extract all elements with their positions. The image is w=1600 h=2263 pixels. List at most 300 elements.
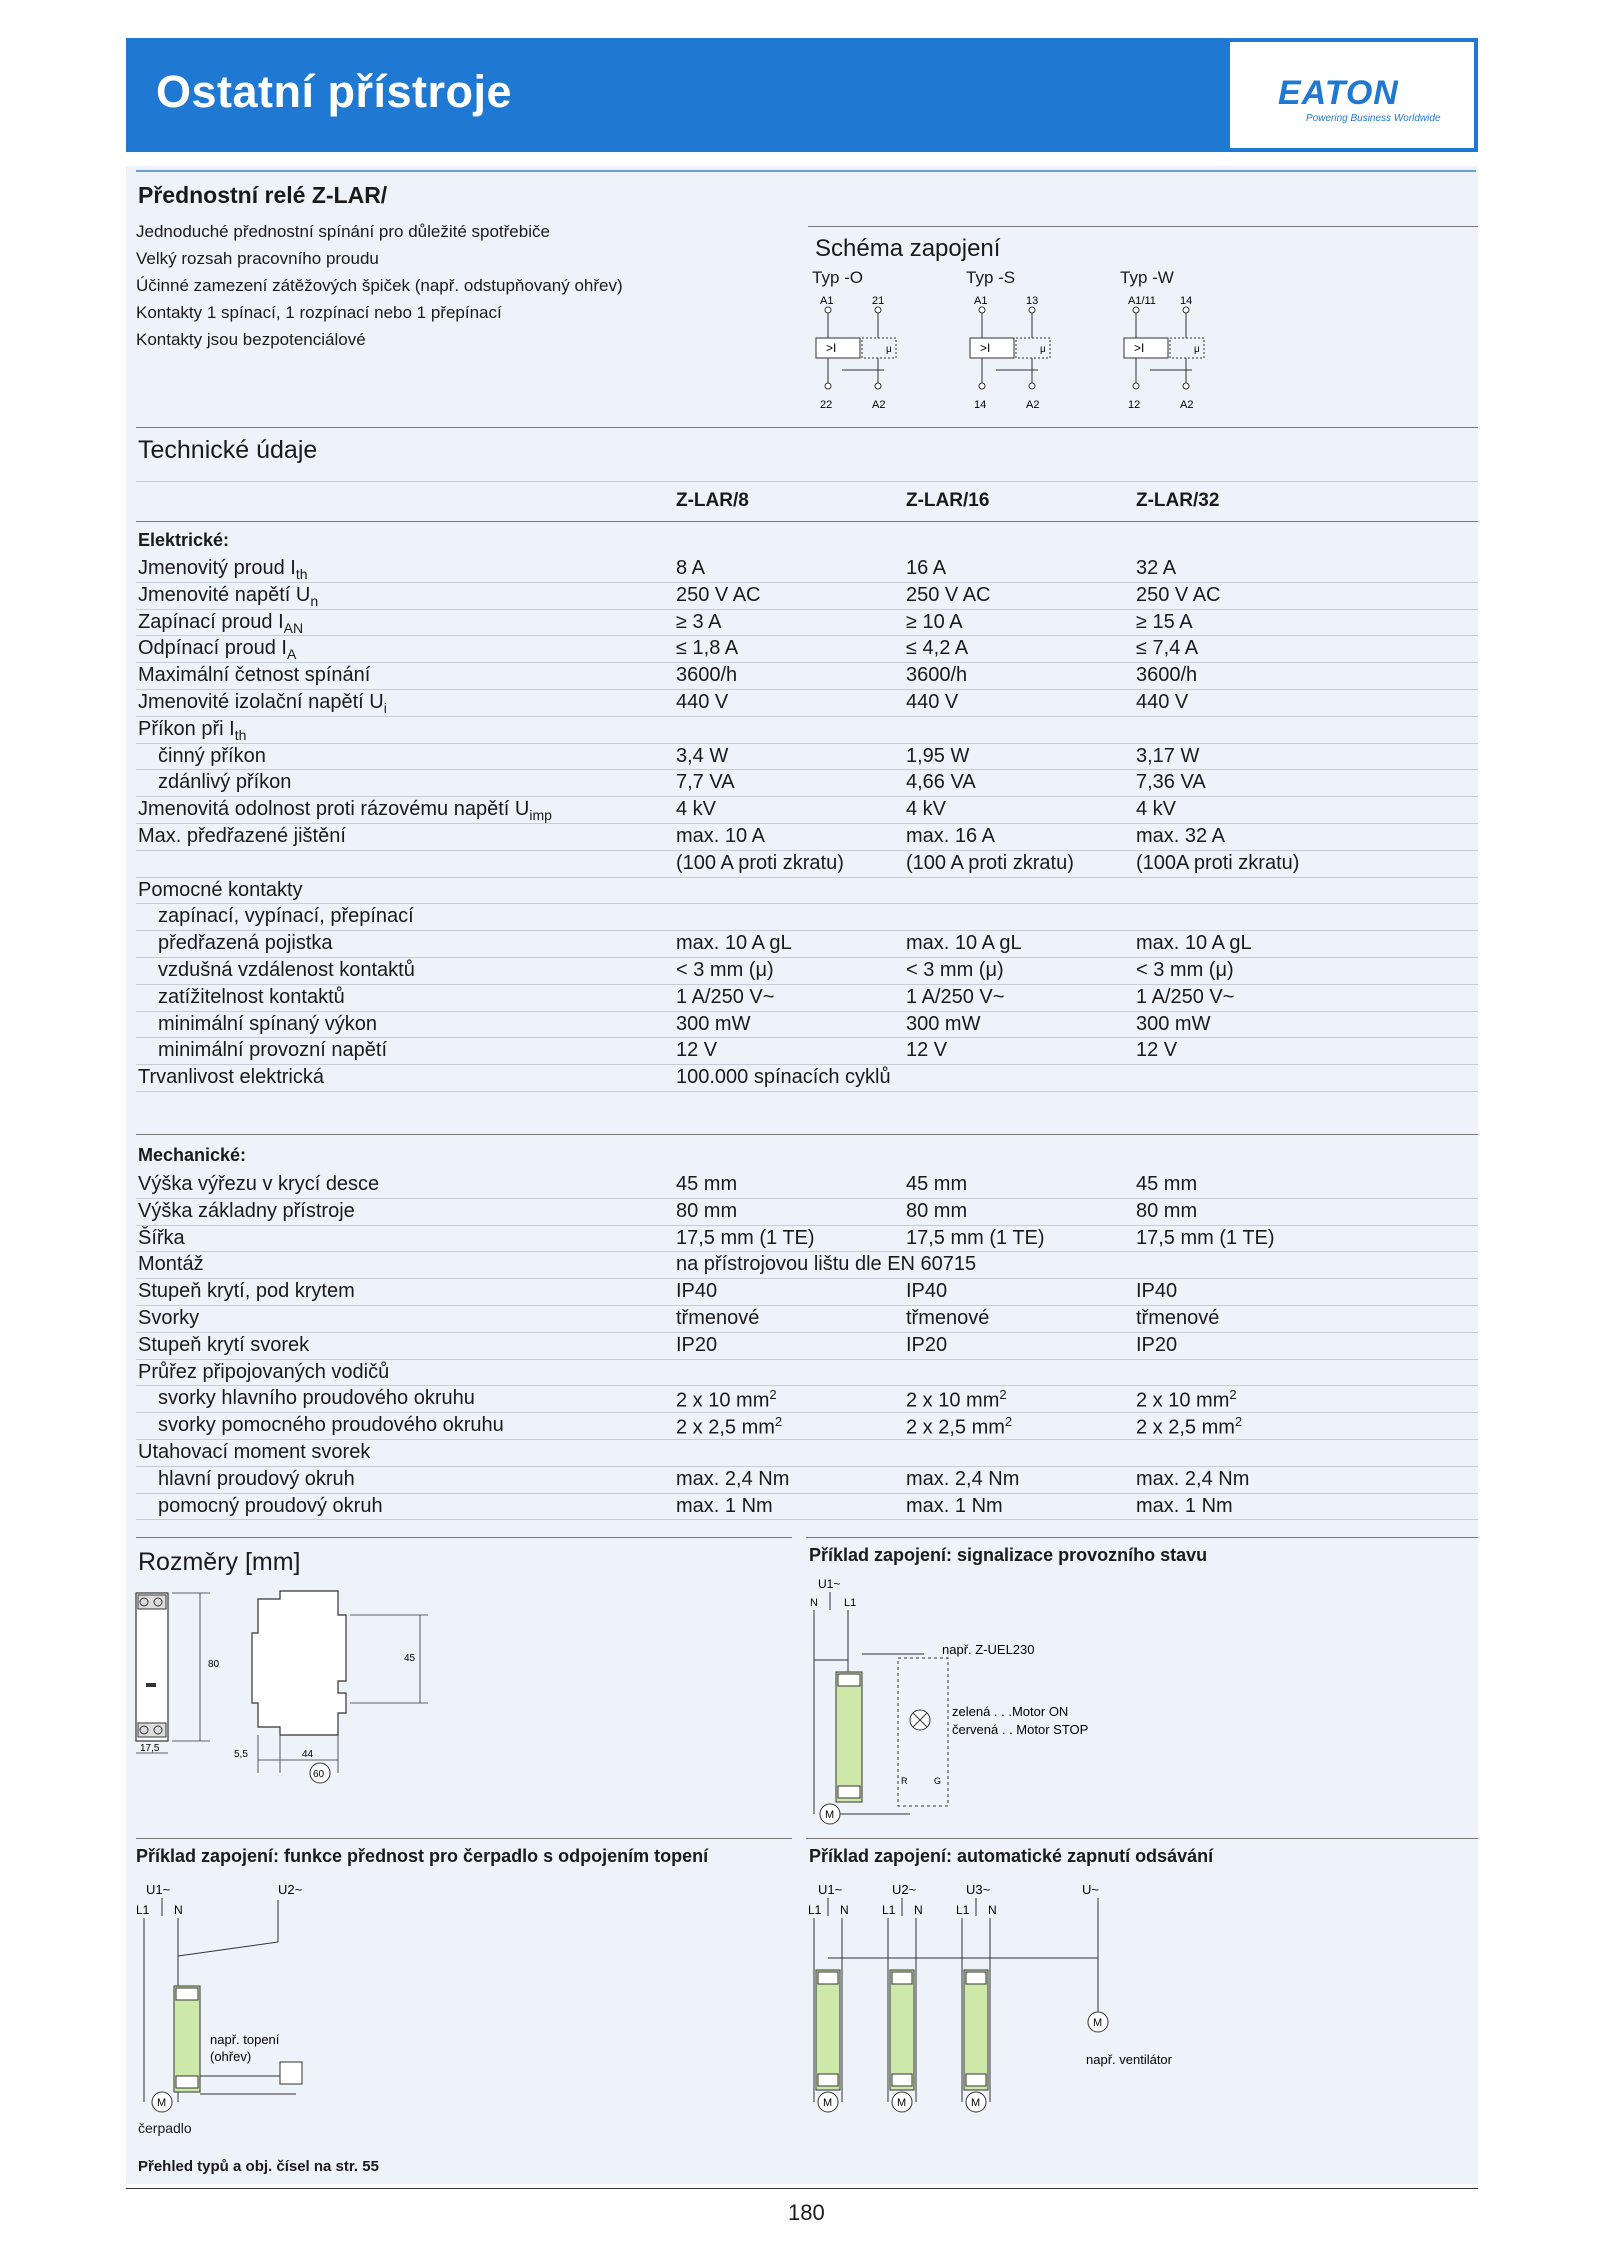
spec-value-superscript: 2 xyxy=(1234,1414,1243,1430)
spec-value xyxy=(906,1495,1003,1518)
spec-label xyxy=(138,637,296,662)
terminal-label: A1 xyxy=(820,295,834,307)
spec-value-text: 2 x 2,5 mm xyxy=(676,1416,775,1439)
spec-value xyxy=(906,557,946,580)
row-divider xyxy=(136,635,1478,636)
spec-value-text: 16 A xyxy=(906,557,947,579)
spec-value xyxy=(676,1468,789,1491)
spec-value-text: 1,95 W xyxy=(906,744,970,767)
label-n: N xyxy=(840,1903,849,1917)
column-header: Z-LAR/8 xyxy=(676,490,749,511)
spec-label-text: Průřez připojovaných vodičů xyxy=(138,1360,390,1383)
spec-value-text: IP40 xyxy=(906,1280,948,1303)
spec-label-text: zapínací, vypínací, přepínací xyxy=(158,905,414,928)
spec-value-text: 80 mm xyxy=(676,1199,738,1222)
spec-value-text: < 3 mm (μ) xyxy=(906,959,1004,981)
spec-value-text: 250 V AC xyxy=(1136,583,1221,606)
spec-value xyxy=(1136,584,1221,607)
row-divider xyxy=(136,689,1478,690)
spec-value xyxy=(676,1253,976,1276)
device-label: např. Z-UEL230 xyxy=(942,1642,1035,1657)
spec-value-text: max. 10 A gL xyxy=(906,932,1022,955)
spec-label xyxy=(158,771,291,794)
spec-value-text: (100 A proti zkratu) xyxy=(676,851,844,874)
terminal-label: 13 xyxy=(1026,295,1039,307)
logo-tagline: Powering Business Worldwide xyxy=(1306,113,1441,124)
spec-value xyxy=(906,1414,1012,1440)
spec-label xyxy=(138,825,346,848)
label-l1: L1 xyxy=(882,1903,896,1917)
spec-value-superscript: 2 xyxy=(769,1387,777,1403)
spec-value xyxy=(1136,1280,1177,1303)
spec-value-text: 7,7 VA xyxy=(676,771,735,794)
terminal-label: A1/11 xyxy=(1128,295,1156,307)
spec-value xyxy=(676,584,761,607)
spec-value-superscript: 2 xyxy=(774,1414,783,1430)
spec-value xyxy=(1136,1334,1177,1357)
row-divider xyxy=(136,743,1478,744)
spec-value-text: 80 mm xyxy=(1136,1199,1198,1222)
spec-value-text: < 3 mm (μ) xyxy=(1136,959,1234,981)
spec-label xyxy=(158,1414,504,1437)
spec-value-text: IP40 xyxy=(676,1280,718,1303)
spec-label-text: Stupeň krytí svorek xyxy=(138,1333,310,1356)
column-header: Z-LAR/32 xyxy=(1136,490,1220,511)
schema-type-label: Typ -S xyxy=(966,268,1016,287)
terminal-label: 12 xyxy=(1128,399,1141,411)
spec-value-text: třmenové xyxy=(906,1307,990,1329)
page-number: 180 xyxy=(788,2200,825,2225)
terminal-label: A1 xyxy=(974,295,988,307)
contact-gap-symbol: μ xyxy=(886,344,892,355)
spec-label xyxy=(158,986,345,1009)
spec-value xyxy=(906,798,946,821)
relay-symbol: >I xyxy=(826,341,837,355)
spec-label-text: zatížitelnost kontaktů xyxy=(158,985,345,1008)
spec-value xyxy=(1136,1200,1197,1223)
spec-value xyxy=(676,1173,737,1196)
spec-value-text: 2 x 10 mm xyxy=(1136,1390,1230,1413)
spec-value xyxy=(676,771,735,794)
spec-value xyxy=(906,637,968,660)
spec-value-text: max. 10 A gL xyxy=(676,932,792,955)
spec-value xyxy=(676,637,738,660)
spec-value xyxy=(906,1227,1045,1250)
spec-label xyxy=(138,718,246,743)
row-divider xyxy=(136,582,1478,583)
spec-label xyxy=(158,959,415,982)
spec-value-text: max. 16 A xyxy=(906,825,995,847)
spec-value xyxy=(906,1280,947,1303)
spec-value xyxy=(906,852,1074,875)
supply-label: U3~ xyxy=(966,1882,991,1897)
spec-label xyxy=(138,1441,370,1464)
spec-value xyxy=(906,611,963,634)
tech-title: Technické údaje xyxy=(138,436,318,464)
spec-label xyxy=(158,1495,383,1518)
spec-label xyxy=(158,1039,387,1062)
spec-value xyxy=(1136,1387,1237,1413)
feature-item: Kontakty jsou bezpotenciálové xyxy=(136,330,366,349)
spec-label xyxy=(138,611,303,636)
heating-label: např. topení xyxy=(210,2032,280,2047)
spec-value xyxy=(906,1200,967,1223)
divider xyxy=(806,1838,1478,1839)
row-divider xyxy=(136,1359,1478,1360)
spec-value xyxy=(676,557,705,580)
spec-value-text: IP20 xyxy=(1136,1333,1178,1356)
divider xyxy=(126,2188,1478,2189)
footer-note: Přehled typů a obj. čísel na str. 55 xyxy=(138,2158,379,2175)
spec-label-text: svorky pomocného proudového okruhu xyxy=(158,1414,504,1437)
spec-value xyxy=(676,986,774,1009)
row-divider xyxy=(136,1519,1478,1520)
row-divider xyxy=(136,1064,1478,1065)
spec-label-text: Výška výřezu v krycí desce xyxy=(138,1173,380,1195)
spec-label-text: Max. předřazené jištění xyxy=(138,825,346,847)
spec-label-subscript: imp xyxy=(529,807,552,824)
label-g: G xyxy=(934,1776,942,1786)
divider xyxy=(136,481,1478,482)
spec-value-text: 3600/h xyxy=(676,664,738,687)
spec-value-text: 2 x 2,5 mm xyxy=(1136,1416,1235,1439)
motor-label: M xyxy=(825,1809,835,1821)
label-l1: L1 xyxy=(136,1903,150,1917)
spec-value-text: 3,17 W xyxy=(1136,744,1200,767)
spec-value xyxy=(1136,664,1197,687)
spec-value xyxy=(1136,1307,1219,1330)
spec-value-text: 100.000 spínacích cyklů xyxy=(676,1066,891,1089)
terminal-label: 14 xyxy=(974,399,987,411)
spec-value xyxy=(676,1200,737,1223)
row-divider xyxy=(136,1091,1478,1092)
spec-label xyxy=(138,1280,355,1303)
supply-label: U2~ xyxy=(892,1882,917,1897)
spec-value xyxy=(906,1468,1019,1491)
spec-label-text: Pomocné kontakty xyxy=(138,878,303,901)
spec-label xyxy=(158,745,266,768)
spec-label xyxy=(158,1387,475,1410)
label-l1: L1 xyxy=(808,1903,822,1917)
dim-5-5: 5,5 xyxy=(234,1749,248,1760)
label-n: N xyxy=(810,1597,818,1609)
row-divider xyxy=(136,796,1478,797)
spec-value xyxy=(906,986,1004,1009)
label-u2: U2~ xyxy=(278,1882,303,1897)
spec-value xyxy=(676,1414,782,1440)
fan-motor-label: M xyxy=(1093,2017,1103,2029)
label-n: N xyxy=(914,1903,923,1917)
spec-value-text: max. 1 Nm xyxy=(676,1494,773,1517)
spec-value xyxy=(1136,611,1193,634)
spec-value xyxy=(1136,745,1199,768)
spec-value-text: 12 V xyxy=(906,1039,948,1062)
spec-label xyxy=(158,932,333,955)
spec-label xyxy=(138,664,370,687)
spec-value-text: 12 V xyxy=(1136,1039,1178,1062)
feature-item: Účinné zamezení zátěžových špiček (např. odstupňovaný ohřev) xyxy=(136,276,623,295)
feature-item: Jednoduché přednostní spínání pro důležité spotřebiče xyxy=(136,222,550,241)
spec-label xyxy=(158,1468,355,1491)
spec-value-text: ≥ 3 A xyxy=(676,610,722,633)
row-divider xyxy=(136,1305,1478,1306)
section-label: Elektrické: xyxy=(138,530,230,550)
spec-value-text: max. 2,4 Nm xyxy=(1136,1467,1250,1490)
supply-label: U1~ xyxy=(818,1882,843,1897)
spec-value-text: 4 kV xyxy=(676,798,717,821)
terminal-label: A2 xyxy=(1180,399,1194,411)
spec-label xyxy=(158,1013,377,1036)
spec-label-text: Stupeň krytí, pod krytem xyxy=(138,1280,355,1303)
spec-value-text: 440 V xyxy=(906,691,959,713)
spec-value xyxy=(1136,1173,1197,1196)
spec-value xyxy=(1136,1013,1210,1036)
row-divider xyxy=(136,823,1478,824)
spec-value xyxy=(1136,771,1206,794)
row-divider xyxy=(136,1011,1478,1012)
spec-label xyxy=(138,1227,185,1250)
spec-value xyxy=(676,611,721,634)
contact-gap-symbol: μ xyxy=(1040,344,1046,355)
spec-label-subscript: th xyxy=(234,726,247,743)
legend-red: červená . . Motor STOP xyxy=(952,1722,1089,1737)
divider xyxy=(136,1537,792,1538)
dim-80: 80 xyxy=(208,1659,220,1670)
row-divider xyxy=(136,716,1478,717)
spec-label-subscript: A xyxy=(286,646,297,663)
schema-symbol xyxy=(966,294,1086,414)
spec-value-text: 4,66 VA xyxy=(906,771,976,794)
row-divider xyxy=(136,1198,1478,1199)
dimensions-title: Rozměry [mm] xyxy=(138,1548,301,1576)
spec-value xyxy=(906,1307,989,1330)
row-divider xyxy=(136,1225,1478,1226)
spec-value-text: třmenové xyxy=(676,1307,760,1329)
spec-label-subscript: i xyxy=(383,700,387,716)
spec-label-text: Utahovací moment svorek xyxy=(138,1441,371,1463)
spec-value-text: 300 mW xyxy=(1136,1012,1211,1035)
spec-label-text: pomocný proudový okruh xyxy=(158,1494,383,1517)
spec-value xyxy=(1136,691,1188,714)
example-title: Příklad zapojení: signalizace provozního stavu xyxy=(809,1545,1208,1565)
spec-label-text: Příkon při I xyxy=(138,717,235,740)
row-divider xyxy=(136,662,1478,663)
spec-value-text: IP20 xyxy=(906,1333,948,1356)
row-divider xyxy=(136,1385,1478,1386)
spec-value xyxy=(676,745,728,768)
spec-value-text: 2 x 10 mm xyxy=(676,1390,770,1413)
label-l1: L1 xyxy=(844,1597,857,1609)
status-circuit-diagram xyxy=(800,1570,1200,1830)
row-divider xyxy=(136,957,1478,958)
heating-sub-label: (ohřev) xyxy=(210,2049,252,2064)
divider xyxy=(136,427,1478,428)
spec-value xyxy=(906,745,969,768)
row-divider xyxy=(136,769,1478,770)
spec-value xyxy=(1136,959,1234,982)
dimension-drawing xyxy=(130,1585,450,1795)
spec-value xyxy=(676,1066,891,1089)
spec-value xyxy=(906,771,976,794)
row-divider xyxy=(136,984,1478,985)
spec-label xyxy=(138,557,308,582)
spec-value-text: 250 V AC xyxy=(906,583,991,606)
spec-value-text: max. 1 Nm xyxy=(1136,1494,1233,1517)
spec-value-text: 3600/h xyxy=(1136,664,1198,687)
row-divider xyxy=(136,1037,1478,1038)
spec-label-text: Svorky xyxy=(138,1307,200,1329)
spec-value-text: max. 1 Nm xyxy=(906,1494,1003,1517)
row-divider xyxy=(136,1251,1478,1252)
row-divider xyxy=(136,850,1478,851)
spec-label-text: hlavní proudový okruh xyxy=(158,1467,355,1490)
spec-value xyxy=(906,959,1004,982)
row-divider xyxy=(136,1412,1478,1413)
spec-value xyxy=(1136,557,1176,580)
motor-label: M xyxy=(823,2097,833,2109)
spec-value xyxy=(676,1334,717,1357)
fan-label: např. ventilátor xyxy=(1086,2052,1172,2067)
spec-value-text: 2 x 10 mm xyxy=(906,1390,1000,1413)
row-divider xyxy=(136,1332,1478,1333)
spec-value-superscript: 2 xyxy=(999,1387,1007,1403)
spec-label xyxy=(138,1334,309,1357)
label-u1: U1~ xyxy=(146,1882,171,1897)
column-header: Z-LAR/16 xyxy=(906,490,990,511)
spec-value xyxy=(1136,1468,1249,1491)
terminal-label: 14 xyxy=(1180,295,1193,307)
spec-label-text: Zapínací proud I xyxy=(138,610,284,633)
label-l1: L1 xyxy=(956,1903,970,1917)
spec-value xyxy=(676,1013,750,1036)
spec-value-text: IP20 xyxy=(676,1333,718,1356)
spec-value xyxy=(906,1173,967,1196)
spec-label xyxy=(138,798,552,823)
logo-wordmark: EATON xyxy=(1278,74,1399,112)
spec-value xyxy=(906,664,967,687)
spec-value-text: 250 V AC xyxy=(676,583,761,606)
spec-value-text: na přístrojovou lištu dle EN 60715 xyxy=(676,1253,977,1276)
spec-value xyxy=(676,1495,773,1518)
spec-value xyxy=(676,852,844,875)
spec-value-text: 45 mm xyxy=(676,1173,738,1195)
relay-symbol: >I xyxy=(980,341,991,355)
spec-label-text: Maximální četnost spínání xyxy=(138,664,371,687)
label-n: N xyxy=(988,1903,997,1917)
spec-value xyxy=(676,959,774,982)
spec-value-text: (100 A proti zkratu) xyxy=(906,851,1074,874)
spec-label-subscript: n xyxy=(310,592,319,609)
spec-label-text: Jmenovité izolační napětí U xyxy=(138,691,384,713)
motor-label: M xyxy=(157,2097,167,2109)
spec-value-text: 4 kV xyxy=(1136,798,1177,821)
row-divider xyxy=(136,1466,1478,1467)
spec-value xyxy=(1136,1227,1275,1250)
spec-value xyxy=(906,1039,947,1062)
spec-value-text: 80 mm xyxy=(906,1199,968,1222)
spec-label xyxy=(138,1200,355,1223)
example-title: Příklad zapojení: funkce přednost pro čerpadlo s odpojením topení xyxy=(136,1846,709,1866)
feature-item: Kontakty 1 spínací, 1 rozpínací nebo 1 přepínací xyxy=(136,303,502,322)
spec-label-text: Odpínací proud I xyxy=(138,637,287,660)
terminal-label: A2 xyxy=(872,399,886,411)
supply-label: U~ xyxy=(1082,1882,1099,1897)
spec-value-text: 45 mm xyxy=(906,1173,968,1195)
label-u1: U1~ xyxy=(818,1577,841,1591)
divider xyxy=(136,1134,1478,1135)
spec-value-text: ≥ 10 A xyxy=(906,610,963,633)
spec-label-text: Jmenovité napětí U xyxy=(138,583,311,606)
spec-label xyxy=(138,1307,199,1330)
spec-value xyxy=(676,664,737,687)
spec-value xyxy=(676,1387,777,1413)
spec-value-text: 45 mm xyxy=(1136,1173,1198,1195)
spec-label xyxy=(138,584,318,609)
motor-label: M xyxy=(971,2097,981,2109)
spec-label-text: předřazená pojistka xyxy=(158,932,333,955)
spec-value-text: ≤ 1,8 A xyxy=(676,637,739,660)
row-divider xyxy=(136,903,1478,904)
spec-value xyxy=(676,1039,717,1062)
spec-value xyxy=(1136,798,1176,821)
spec-label-text: minimální provozní napětí xyxy=(158,1039,388,1062)
label-n: N xyxy=(174,1903,183,1917)
spec-value xyxy=(676,798,716,821)
spec-value xyxy=(906,691,958,714)
motor-label: M xyxy=(897,2097,907,2109)
spec-label-subscript: th xyxy=(295,566,308,582)
spec-value-text: 300 mW xyxy=(906,1012,981,1035)
spec-label-text: zdánlivý příkon xyxy=(158,771,292,794)
spec-value xyxy=(906,1387,1007,1413)
divider xyxy=(808,226,1478,227)
label-r: R xyxy=(901,1776,908,1786)
spec-value-text: 440 V xyxy=(676,691,729,713)
spec-label-text: Šířka xyxy=(138,1226,185,1249)
spec-value xyxy=(1136,825,1225,848)
row-divider xyxy=(136,1439,1478,1440)
row-divider xyxy=(136,609,1478,610)
spec-value xyxy=(676,1227,815,1250)
dim-17-5: 17,5 xyxy=(140,1743,160,1754)
pump-label: čerpadlo xyxy=(138,2120,192,2136)
terminal-label: 22 xyxy=(820,399,833,411)
spec-value-text: 8 A xyxy=(676,557,705,579)
schema-symbol xyxy=(1120,294,1240,414)
row-divider xyxy=(136,930,1478,931)
spec-value-text: max. 32 A xyxy=(1136,825,1225,847)
eaton-logo xyxy=(1230,42,1474,148)
spec-value-superscript: 2 xyxy=(1229,1387,1237,1403)
spec-label xyxy=(158,905,414,928)
spec-value-text: max. 2,4 Nm xyxy=(906,1467,1020,1490)
spec-value-text: 17,5 mm (1 TE) xyxy=(1136,1226,1275,1249)
page-title: Ostatní přístroje xyxy=(156,66,513,117)
spec-label-text: Trvanlivost elektrická xyxy=(138,1066,324,1089)
spec-value-text: 3,4 W xyxy=(676,744,729,767)
spec-value-text: (100A proti zkratu) xyxy=(1136,851,1300,874)
spec-value xyxy=(906,584,991,607)
spec-value xyxy=(1136,932,1252,955)
spec-value xyxy=(906,825,995,848)
divider xyxy=(136,521,1478,522)
feature-item: Velký rozsah pracovního proudu xyxy=(136,249,379,268)
divider xyxy=(806,1537,1478,1538)
spec-value-text: max. 10 A gL xyxy=(1136,932,1252,955)
spec-value xyxy=(676,825,765,848)
spec-value-text: 440 V xyxy=(1136,691,1189,713)
spec-value-text: 32 A xyxy=(1136,557,1177,579)
